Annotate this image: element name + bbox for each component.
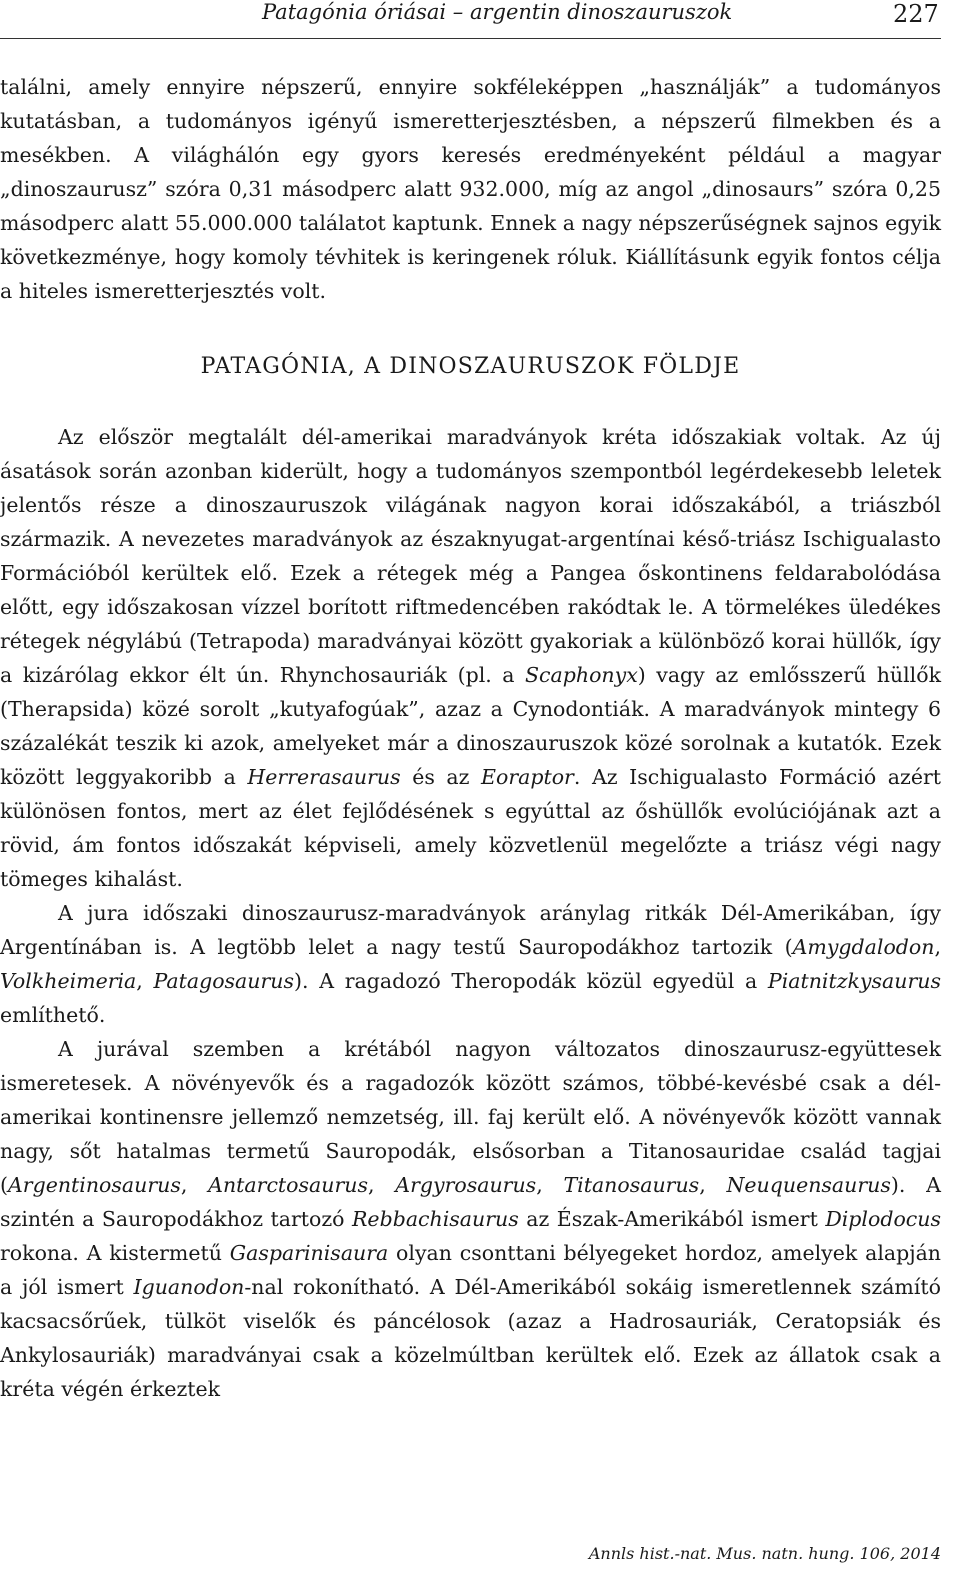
text-run: ) vagy az emlősszerű hüllők (Therapsida) közé sorolt „kutyafogúak”, azaz a Cynodontiák. A maradványok mintegy 6 százalékát teszik ki azok, amelyeket már a dinoszauruszok közé sorolnak a kutatók. Ezek között leggyakoribb a xyxy=(0,663,941,789)
taxon-name: Neuquensaurus xyxy=(726,1173,891,1197)
taxon-name: Patagosaurus xyxy=(153,969,295,993)
text-run: , xyxy=(367,1173,396,1197)
text-run: A jurával szemben a krétából nagyon változatos dinoszaurusz-együttesek ismeretesek. A növényevők és a ragadozók között számos, többé-kevésbé csak a dél-amerikai kontinensre jellemző nemzetség, ill. faj került elő. A növényevők között vannak nagy, sőt hatalmas termetű Sauropodák, elsősorban a Titanosauridae család tagjai ( xyxy=(0,1037,941,1197)
text-run: A jura időszaki dinoszaurusz-maradványok aránylag ritkák Dél-Amerikában, így Argentínában is. A legtöbb lelet a nagy testű Sauropodákhoz tartozik ( xyxy=(0,901,941,959)
triassic-paragraph xyxy=(0,420,941,896)
text-run: , xyxy=(136,969,154,993)
cretaceous-paragraph xyxy=(0,1032,941,1406)
text-run: , xyxy=(180,1173,209,1197)
taxon-name: Rebbachisaurus xyxy=(352,1207,519,1231)
jurassic-paragraph xyxy=(0,896,941,1032)
section-body xyxy=(0,420,941,1406)
text-run: Az először megtalált dél-amerikai maradványok kréta időszakiak voltak. Az új ásatások során azonban kiderült, hogy a tudományos szempontból legérdekesebb leletek jelentős része a dinoszauruszok világának nagyon korai időszakából, a triászból származik. A nevezetes maradványok az északnyugat-argentínai késő-triász Ischigualasto Formációból kerültek elő. Ezek a rétegek még a Pangea őskontinens feldarabolódása előtt, egy időszakosan vízzel borított riftmedencében rakódtak le. A törmelékes üledékes rétegek négylábú (Tetrapoda) maradványai között gyakoriak a különböző korai hüllők, így a kizárólag ekkor élt ún. Rhynchosauriák (pl. a xyxy=(0,425,941,687)
taxon-name: Eoraptor xyxy=(481,765,574,789)
text-run: . Az Ischigualasto Formáció azért különösen fontos, mert az élet fejlődésének s egyúttal az őshüllők evolúciójának azt a rövid, ám fontos időszakát képviseli, amely közvetlenül megelőzte a triász végi nagy tömeges kihalást. xyxy=(0,765,941,891)
taxon-name: Argyrosaurus xyxy=(395,1173,537,1197)
header-rule xyxy=(0,38,941,39)
taxon-name: Herrerasaurus xyxy=(247,765,401,789)
text-run: ). A szintén a Sauropodákhoz tartozó xyxy=(0,1173,941,1231)
intro-paragraph-text: találni, amely ennyire népszerű, ennyire sokféleképpen „használják” a tudományos kutatásban, a tudományos igényű ismeretterjesztésben, a népszerű filmekben és a mesékben. A világhálón egy gyors keresés eredményeként például a magyar „dinoszaurusz” szóra 0,31 másodperc alatt 932.000, míg az angol „dinosaurs” szóra 0,25 másodperc alatt 55.000.000 találatot kaptunk. Ennek a nagy népszerűségnek sajnos egyik következménye, hogy komoly tévhitek is keringenek róluk. Kiállításunk egyik fontos célja a hiteles ismeretterjesztés volt. xyxy=(0,75,941,303)
section-title: PATAGÓNIA, A DINOSZAURUSZOK FÖLDJE xyxy=(200,354,741,379)
taxon-name: Piatnitzkysaurus xyxy=(767,969,941,993)
running-head xyxy=(0,0,940,30)
taxon-name: Amygdalodon xyxy=(792,935,935,959)
text-run: olyan csonttani bélyegeket hordoz, amelyek alapján a jól ismert xyxy=(0,1241,942,1299)
running-title: Patagónia óriásai – argentin dinoszauruszok xyxy=(262,0,733,24)
text-run: , xyxy=(699,1173,727,1197)
text-run: említhető. xyxy=(0,1003,106,1027)
taxon-name: Volkheimeria xyxy=(0,969,137,993)
taxon-name: Gasparinisaura xyxy=(229,1241,389,1265)
taxon-name: Titanosaurus xyxy=(563,1173,700,1197)
text-run: rokona. A kistermetű xyxy=(0,1241,230,1265)
taxon-name: Antarctosaurus xyxy=(208,1173,368,1197)
text-run: , xyxy=(934,935,941,959)
text-run: -nal rokonítható. A Dél-Amerikából sokáig ismeretlennek számító kacsacsőrűek, tülköt viselők és páncélosok (azaz a Hadrosauriák, Ceratopsiák és Ankylosauriák) maradványai csak a közelmúltban kerültek elő. Ezek az állatok csak a kréta végén érkeztek xyxy=(0,1275,942,1401)
taxon-name: Argentinosaurus xyxy=(8,1173,181,1197)
text-run: és az xyxy=(400,765,482,789)
taxon-name: Diplodocus xyxy=(825,1207,941,1231)
text-run: az Észak-Amerikából ismert xyxy=(518,1207,826,1231)
page-number: 227 xyxy=(893,0,939,28)
taxon-name: Iguanodon xyxy=(133,1275,245,1299)
text-run: , xyxy=(536,1173,564,1197)
text-run: ). A ragadozó Theropodák közül egyedül a xyxy=(294,969,768,993)
intro-paragraph xyxy=(0,70,941,308)
taxon-name: Scaphonyx xyxy=(525,663,638,687)
journal-citation: Annls hist.-nat. Mus. natn. hung. 106, 2014 xyxy=(588,1544,941,1563)
